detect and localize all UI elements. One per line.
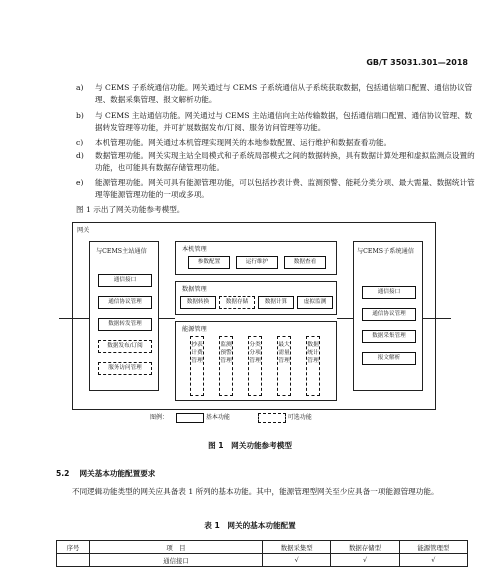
energy-mgmt-panel (175, 321, 337, 401)
standard-number: GB/T 35031.301—2018 (366, 58, 468, 67)
table-header-row: 序号 项 目 数据采集型 数据存储型 能源管理型 (57, 541, 468, 554)
connector-line (59, 318, 89, 319)
legend-optional-label: 可选功能 (287, 414, 312, 421)
operation-button[interactable]: 运行维护 (236, 256, 278, 269)
cems-master-panel (89, 241, 159, 391)
comm-protocol-button[interactable]: 通信协议管理 (362, 308, 416, 321)
gateway-model-figure (72, 222, 436, 410)
connector-line (159, 318, 175, 319)
param-config-button[interactable]: 参数配置 (188, 256, 230, 269)
panel-title: 与CEMS子系统通信 (357, 248, 414, 255)
legend-solid-swatch (176, 413, 204, 423)
comm-interface-button[interactable]: 通信接口 (98, 274, 152, 287)
max-demand-button[interactable]: 最大需量管理 (277, 336, 291, 396)
cems-subsystem-panel (353, 241, 423, 391)
list-item: b) 与 CEMS 主站通信功能。网关通过与 CEMS 主站通信向主站传输数据，包括通信端口配置、通信协议管理、数据转发管理等功能，并可扩展数据发布/订阅、服务访问管理等功能。 (76, 111, 473, 132)
panel-title: 能源管理 (182, 326, 207, 333)
classification-button[interactable]: 分类分项管理 (248, 336, 262, 396)
service-access-button[interactable]: 服务访问管理 (98, 362, 152, 375)
data-forward-button[interactable]: 数据转发管理 (98, 318, 152, 331)
table-row: 通信接口 √ √ √ (57, 554, 468, 567)
legend-dashed-swatch (258, 413, 286, 423)
data-stats-button[interactable]: 数据统计管理 (306, 336, 320, 396)
message-parse-button[interactable]: 报文解析 (362, 352, 416, 365)
list-item: a) 与 CEMS 子系统通信功能。网关通过与 CEMS 子系统通信从子系统获取数据，包括通信端口配置、通信协议管理、数据采集管理、报文解析功能。 (76, 83, 473, 104)
connector-line (423, 318, 451, 319)
panel-title: 与CEMS主站通信 (96, 248, 147, 255)
connector-line (337, 318, 353, 319)
panel-title: 本机管理 (182, 246, 207, 253)
virtual-monitor-button[interactable]: 虚拟监测 (297, 296, 333, 309)
figure-intro: 图 1 示出了网关功能参考模型。 (76, 205, 185, 214)
legend-basic-label: 基本功能 (205, 414, 230, 421)
data-collect-button[interactable]: 数据采集管理 (362, 330, 416, 343)
section-heading: 5.2 网关基本功能配置要求 (56, 469, 156, 478)
panel-title: 数据管理 (182, 286, 207, 293)
section-paragraph: 不同逻辑功能类型的网关应具备表 1 所列的基本功能。其中，能源管理型网关至少应具备一项能源管理功能。 (72, 487, 439, 496)
meter-billing-button[interactable]: 抄表计费管理 (190, 336, 204, 396)
figure-caption: 图 1 网关功能参考模型 (208, 441, 292, 450)
list-item: d) 数据管理功能。网关实现主站全局模式和子系统局部模式之间的数据转换，具有数据计算处理和虚拟监测点设置的功能，也可能具有数据存储管理功能。 (76, 151, 475, 172)
comm-interface-button[interactable]: 通信接口 (362, 286, 416, 299)
function-config-table (56, 540, 468, 567)
table-caption: 表 1 网关的基本功能配置 (204, 521, 296, 530)
data-convert-button[interactable]: 数据转换 (180, 296, 216, 309)
data-pubsub-button[interactable]: 数据发布/订阅 (98, 340, 152, 353)
monitor-alarm-button[interactable]: 监测预警管理 (219, 336, 233, 396)
local-mgmt-panel (175, 241, 337, 275)
data-mgmt-panel (175, 281, 337, 315)
figure-legend (150, 412, 312, 423)
data-view-button[interactable]: 数据查看 (284, 256, 326, 269)
data-calc-button[interactable]: 数据计算 (258, 296, 294, 309)
list-item: c) 本机管理功能。网关通过本机管理实现网关的本地参数配置、运行维护和数据查看功能。 (76, 138, 392, 147)
legend-label: 图例： (150, 414, 169, 421)
comm-protocol-button[interactable]: 通信协议管理 (98, 296, 152, 309)
data-storage-button[interactable]: 数据存储 (219, 296, 255, 309)
gateway-label: 网关 (77, 227, 90, 234)
list-item: e) 能源管理功能。网关可具有能源管理功能，可以包括抄表计费、监测预警、能耗分类分项、最大需量、数据统计管理等能源管理功能的一项或多项。 (76, 178, 475, 199)
